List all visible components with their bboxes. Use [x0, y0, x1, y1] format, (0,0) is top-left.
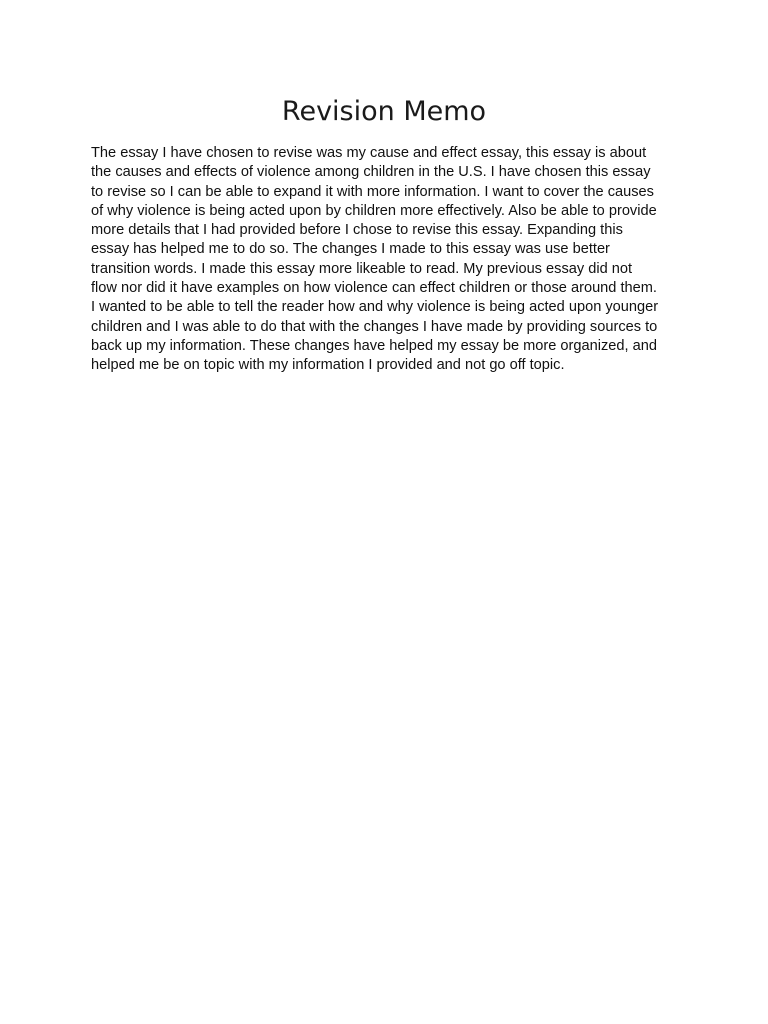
- paragraph-line: children and I was able to do that with the changes I have made by providing sources to: [91, 318, 658, 335]
- paragraph-line: transition words. I made this essay more likeable to read. My previous essay did not: [91, 260, 633, 277]
- paragraph-line: The essay I have chosen to revise was my cause and effect essay, this essay is about: [91, 145, 647, 161]
- page-title: Revision Memo: [281, 96, 487, 127]
- paragraph-line: essay has helped me to do so. The changes I made to this essay was use better: [91, 241, 610, 258]
- paragraph-line: of why violence is being acted upon by children more effectively. Also be able to provide: [91, 202, 657, 219]
- paragraph-line: flow nor did it have examples on how violence can effect children or those around them.: [91, 280, 657, 297]
- paragraph-line: to revise so I can be able to expand it with more information. I want to cover the causes: [91, 183, 654, 200]
- paragraph-line: I wanted to be able to tell the reader how and why violence is being acted upon younger: [91, 299, 659, 316]
- paragraph-line: more details that I had provided before I chose to revise this essay. Expanding this: [91, 222, 623, 239]
- memo-paragraph: [91, 144, 681, 376]
- paragraph-line: the causes and effects of violence among children in the U.S. I have chosen this essay: [91, 164, 651, 181]
- paragraph-line: helped me be on topic with my information I provided and not go off topic.: [91, 357, 565, 374]
- paragraph-line: back up my information. These changes have helped my essay be more organized, and: [91, 337, 657, 354]
